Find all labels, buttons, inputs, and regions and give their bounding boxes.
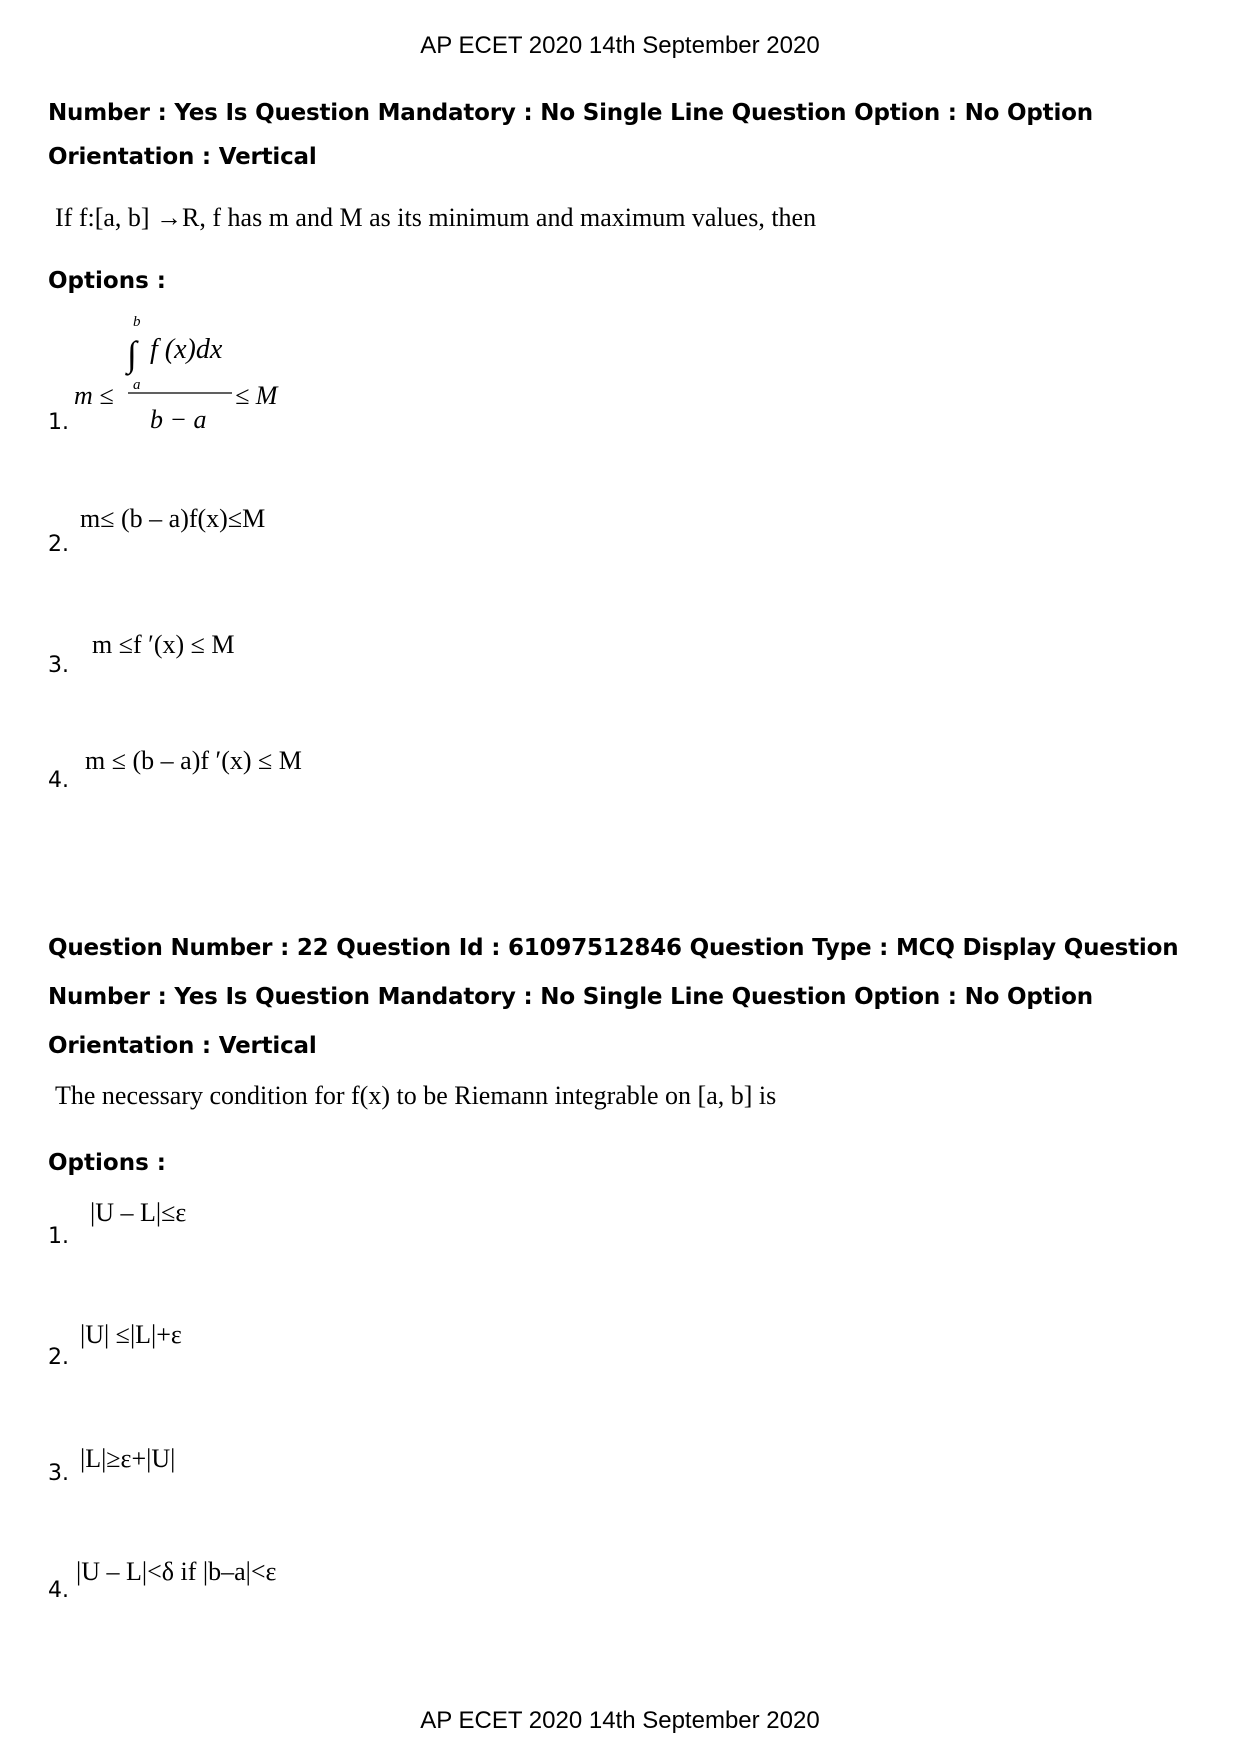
upper-bound: ≤ M — [235, 381, 278, 410]
options-label: Options : — [48, 268, 166, 294]
option-4-formula: m ≤ (b – a)f ′(x) ≤ M — [85, 746, 302, 775]
options-label: Options : — [48, 1150, 166, 1176]
page-header: AP ECET 2020 14th September 2020 — [420, 32, 820, 59]
option-number: 2. — [48, 532, 69, 557]
option-1-formula: |U – L|≤ε — [90, 1198, 187, 1227]
integrand: f (x)dx — [150, 334, 223, 365]
option-number: 3. — [48, 1461, 69, 1486]
option-1-formula — [70, 308, 310, 433]
option-number: 1. — [48, 410, 69, 435]
question-meta-line: Orientation : Vertical — [48, 1033, 317, 1059]
option-number: 4. — [48, 1578, 69, 1603]
question-text: If f:[a, b] →R, f has m and M as its minimum and maximum values, then — [55, 203, 817, 232]
option-number: 1. — [48, 1224, 69, 1249]
integral-sign-icon: ∫ — [127, 334, 137, 374]
integral-lower-limit: a — [133, 377, 141, 393]
question-text: The necessary condition for f(x) to be Riemann integrable on [a, b] is — [55, 1081, 777, 1110]
option-2-formula: |U| ≤|L|+ε — [80, 1320, 182, 1349]
integral-upper-limit: b — [133, 314, 141, 330]
question-meta-line: Orientation : Vertical — [48, 144, 317, 170]
option-3-formula: |L|≥ε+|U| — [80, 1444, 176, 1473]
denominator: b − a — [150, 405, 207, 433]
question-meta-line: Question Number : 22 Question Id : 61097512846 Question Type : MCQ Display Question — [48, 935, 1179, 961]
option-3-formula: m ≤f ′(x) ≤ M — [92, 630, 235, 659]
question-meta-line: Number : Yes Is Question Mandatory : No Single Line Question Option : No Option — [48, 100, 1093, 126]
option-number: 3. — [48, 653, 69, 678]
option-4-formula: |U – L|<δ if |b–a|<ε — [76, 1557, 277, 1586]
question-meta-line: Number : Yes Is Question Mandatory : No Single Line Question Option : No Option — [48, 984, 1093, 1010]
option-2-formula: m≤ (b – a)f(x)≤M — [80, 504, 266, 533]
lower-bound: m ≤ — [74, 381, 114, 410]
option-number: 4. — [48, 768, 69, 793]
page-footer: AP ECET 2020 14th September 2020 — [420, 1707, 820, 1734]
option-number: 2. — [48, 1345, 69, 1370]
